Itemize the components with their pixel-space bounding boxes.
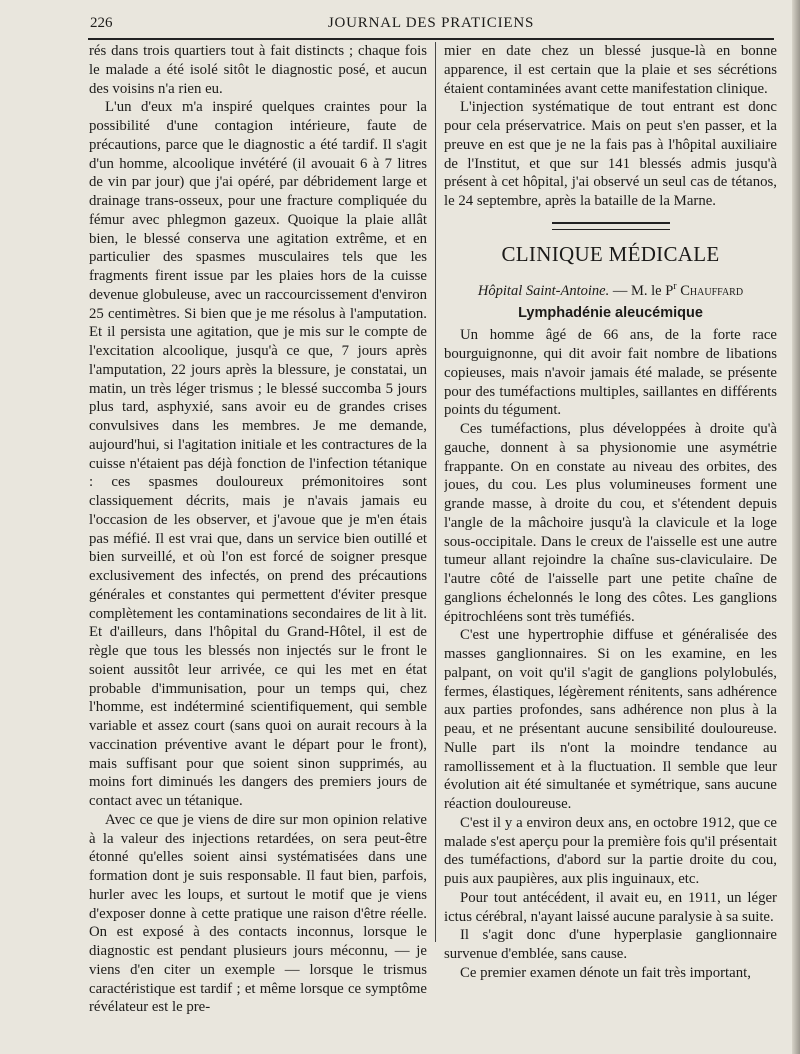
page-edge-shadow (792, 0, 800, 1054)
paragraph: mier en date chez un blessé jusque-là en bonne apparence, il est certain que la plaie et ses sécrétions étaient contaminées avant cette manifestation clinique. (444, 43, 777, 97)
article-title: Lymphadénie aleucémique (518, 305, 703, 322)
page-number: 226 (90, 15, 113, 31)
section-separator (552, 222, 670, 230)
paragraph: Pour tout antécédent, il avait eu, en 1911, un léger ictus cérébral, n'ayant laissé aucune paralysie à sa suite. (444, 889, 777, 925)
paragraph: C'est une hypertrophie diffuse et généralisée des masses ganglionnaires. Si on les examine, en les palpant, on voit qu'il s'agit de ganglions polylobulés, fermes, élastiques, légèrement rénitents, sans adhérence aux parties profondes, sans adhérence non plus à la peau, et ne présentant aucune sensibilité douloureuse. Nulle part ils n'ont la moindre tendance au ramollissement et à la fluctuation. Il semble que leur évolution ait été simultanée et symétrique, sans aucune réaction douloureuse. (444, 627, 777, 813)
paragraph: L'un d'eux m'a inspiré quelques craintes pour la possibilité d'une contagion intérieure, faute de précautions, parce que le diagnostic a été tardif. Il s'agit d'un homme, alcoolique invétéré (il avouait 6 à 7 litres de vin par jour) que j'ai opéré, par débridement large et drainage trans-osseux, pour une fracture compliquée du fémur avec phlegmon gazeux. Quoique la plaie allât bien, le blessé conserva une agitation extrême, et en particulier des spasmes musculaires tels que les fragments firent issue par les plaies hors de la cuisse devenue globuleuse, avec un raccourcissement d'environ 25 centimètres. Si bien que je me résolus à l'amputation. Et il persista une agitation, que je mis sur le compte de l'excitation alcoolique, jusqu'à ce que, 7 jours après l'amputation, 22 jours après la blessure, je constatai, un matin, un très léger trismus ; le blessé succomba 5 jours plus tard, asphyxié, sans avoir eu de grandes crises convulsives dans les membres. Je me demande, aujourd'hui, si l'agitation initiale et les contractures de la cuisse n'étaient pas déjà fonction de l'infection tétanique : ces spasmes douloureux prémonitoires sont classiquement décrits, mais je n'avais jamais eu l'occasion de les observer, et j'avoue que je m'en étais pas méfié. Il est vrai que, dans un service bien outillé et bien surveillé, et où l'on est forcé de soigner presque exclusivement des infectés, on prend des précautions générales et constantes qui permettent d'éviter presque complètement les contaminations secondaires de lit à lit. Et d'ailleurs, dans l'hôpital du Grand-Hôtel, il est de règle que tous les blessés non injectés sur le front le soient aussitôt leur arrivée, ce qui les met en état probable d'immunisation, pour un temps qui, chez l'homme, est indéterminé scientifiquement, qui semble variable et assez court (sans quoi on aurait recours à la vaccination préventive avant le départ pour le front), mais suffisant pour que soient sinon supprimés, au moins fort diminués les dangers des premiers jours de contact avec un tétanique. (89, 99, 427, 809)
paragraph: rés dans trois quartiers tout à fait distincts ; chaque fois le malade a été isolé sitôt le diagnostic posé, et aucun des voisins n'a rien eu. (89, 43, 427, 97)
paragraph: Avec ce que je viens de dire sur mon opinion relative à la valeur des injections retardées, on sera peut-être étonné qu'elles soient ainsi systématisées dans une formation dont je suis responsable. Il faut bien, parfois, hurler avec les loups, et surtout le motif que je viens d'exposer donne à cette pratique une raison d'être réelle. On est exposé à des contacts inconnus, lorsque le diagnostic est pendant plusieurs jours méconnu, — je viens d'en citer un exemple — lorsque le trismus caractéristique est tardif ; et même lorsque ce symptôme révélateur est le pre- (89, 811, 427, 1016)
running-header (88, 12, 774, 40)
paragraph: Il s'agit donc d'une hyperplasie ganglionnaire survenue d'emblée, sans cause. (444, 927, 777, 963)
byline-sup: r (673, 280, 677, 292)
hospital-name: Hôpital Saint-Antoine. (477, 282, 610, 299)
paragraph: L'injection systématique de tout entrant est donc pour cela préservatrice. Mais on peut s'en passer, et la preuve en est que je ne la fais pas à l'hôpital auxiliaire de l'Institut, et que sur 141 blessés admis jusqu'à présent à cet hôpital, j'ai observé un seul cas de tétanos, le 24 septembre, après la bataille de la Marne. (444, 99, 777, 209)
paragraph: Un homme âgé de 66 ans, de la forte race bourguignonne, qui dit avoir fait nombre de libations copieuses, mais n'avoir jamais été malade, se présente pour des tuméfactions multiples, saillantes en différents points du tégument. (444, 327, 777, 419)
left-column (89, 42, 427, 1042)
author-name: Chauffard (676, 282, 744, 299)
paragraph: C'est il y a environ deux ans, en octobre 1912, que ce malade s'est aperçu pour la première fois qu'il présentait des tuméfactions, d'abord sur la partie droite du cou, puis aux paupières, aux plis inguinaux, etc. (444, 814, 777, 888)
paragraph: Ce premier examen dénote un fait très important, (460, 964, 751, 981)
section-title: CLINIQUE MÉDICALE (501, 241, 720, 266)
journal-title: JOURNAL DES PRATICIENS (327, 15, 535, 31)
byline (444, 278, 777, 301)
right-column (444, 42, 777, 1042)
paragraph: Ces tuméfactions, plus développées à droite qu'à gauche, donnent à sa physionomie une asymétrie frappante. On en constate au niveau des orbites, des joues, du cou. Les plus volumineuses forment une grande masse, à droite du cou, et s'étendent depuis l'angle de la mâchoire jusqu'à la clavicule et la loge sous-occipitale. Dans le creux de l'aisselle est une autre tumeur allant rejoindre la chaîne sus-claviculaire. De l'autre côté de l'aisselle part une petite chaîne de ganglions échelonnés le long des côtes. Les ganglions épitrochléens sont très tuméfiés. (444, 421, 777, 625)
column-rule (435, 42, 436, 942)
byline-prefix: — M. le P (609, 282, 674, 299)
